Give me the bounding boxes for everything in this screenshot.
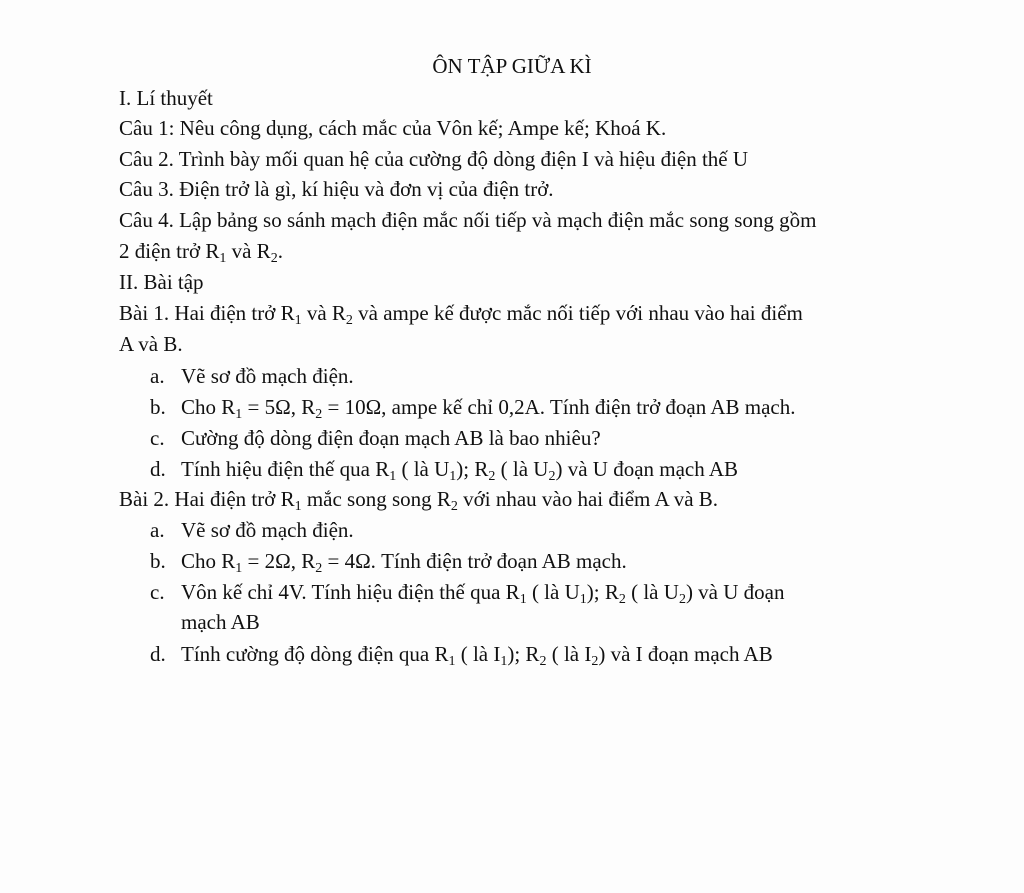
theory-question-1: Câu 1: Nêu công dụng, cách mắc của Vôn kế; Ampe kế; Khoá K. xyxy=(119,116,667,140)
theory-question-2: Câu 2. Trình bày mối quan hệ của cường độ dòng điện I và hiệu điện thế U xyxy=(119,147,749,171)
exercise-1-line-1: Bài 1. Hai điện trở $R_1$ và $R_2$ và ampe kế được mắc nối tiếp với nhau vào hai điểm xyxy=(119,301,803,328)
exercise-1-item-a-marker: a. xyxy=(150,364,165,388)
exercise-2-item-b: Cho $R_1 = 2\Omega$, $R_2 = 4\Omega$. Tính điện trở đoạn AB mạch. xyxy=(181,549,627,576)
exercise-1-item-d: Tính hiệu điện thế qua $R_1$ ( là $U_1$); $R_2$ ( là $U_2$) và U đoạn mạch AB xyxy=(181,457,739,484)
exercise-1-item-d-marker: d. xyxy=(150,457,166,481)
exercise-2-item-d: Tính cường độ dòng điện qua $R_1$ ( là $I_1$); $R_2$ ( là $I_2$) và I đoạn mạch AB xyxy=(181,642,773,669)
exercise-2-item-a: Vẽ sơ đồ mạch điện. xyxy=(181,518,354,542)
theory-heading: I. Lí thuyết xyxy=(119,86,213,110)
exercise-1-item-c: Cường độ dòng điện đoạn mạch AB là bao nhiêu? xyxy=(181,426,601,450)
theory-question-4-line-2: 2 điện trở $R_1$ và $R_2$. xyxy=(119,239,283,266)
exercise-2-item-c-marker: c. xyxy=(150,580,165,604)
theory-question-4-line-1: Câu 4. Lập bảng so sánh mạch điện mắc nối tiếp và mạch điện mắc song song gồm xyxy=(119,208,817,232)
exercise-1-item-c-marker: c. xyxy=(150,426,165,450)
exercise-1-item-b: Cho $R_1 = 5\Omega$, $R_2 = 10\Omega$, ampe kế chỉ 0,2A. Tính điện trở đoạn AB mạch. xyxy=(181,395,796,422)
exercise-2-line-1: Bài 2. Hai điện trở $R_1$ mắc song song $R_2$ với nhau vào hai điểm A và B. xyxy=(119,487,719,514)
exercise-1-item-a: Vẽ sơ đồ mạch điện. xyxy=(181,364,354,388)
document-title: ÔN TẬP GIỮA KÌ xyxy=(432,54,592,78)
exercise-2-item-a-marker: a. xyxy=(150,518,165,542)
exercise-2-item-c-line-2: mạch AB xyxy=(181,610,260,634)
exercise-2-item-d-marker: d. xyxy=(150,642,166,666)
exercise-2-item-c: Vôn kế chỉ 4V. Tính hiệu điện thế qua $R_1$ ( là $U_1$); $R_2$ ( là $U_2$) và U đoạn xyxy=(181,580,785,607)
exercise-1-item-b-marker: b. xyxy=(150,395,166,419)
exercise-2-item-b-marker: b. xyxy=(150,549,166,573)
theory-question-3: Câu 3. Điện trở là gì, kí hiệu và đơn vị của điện trở. xyxy=(119,177,554,201)
exercise-1-line-2: A và B. xyxy=(119,332,183,356)
exercises-heading: II. Bài tập xyxy=(119,270,204,294)
